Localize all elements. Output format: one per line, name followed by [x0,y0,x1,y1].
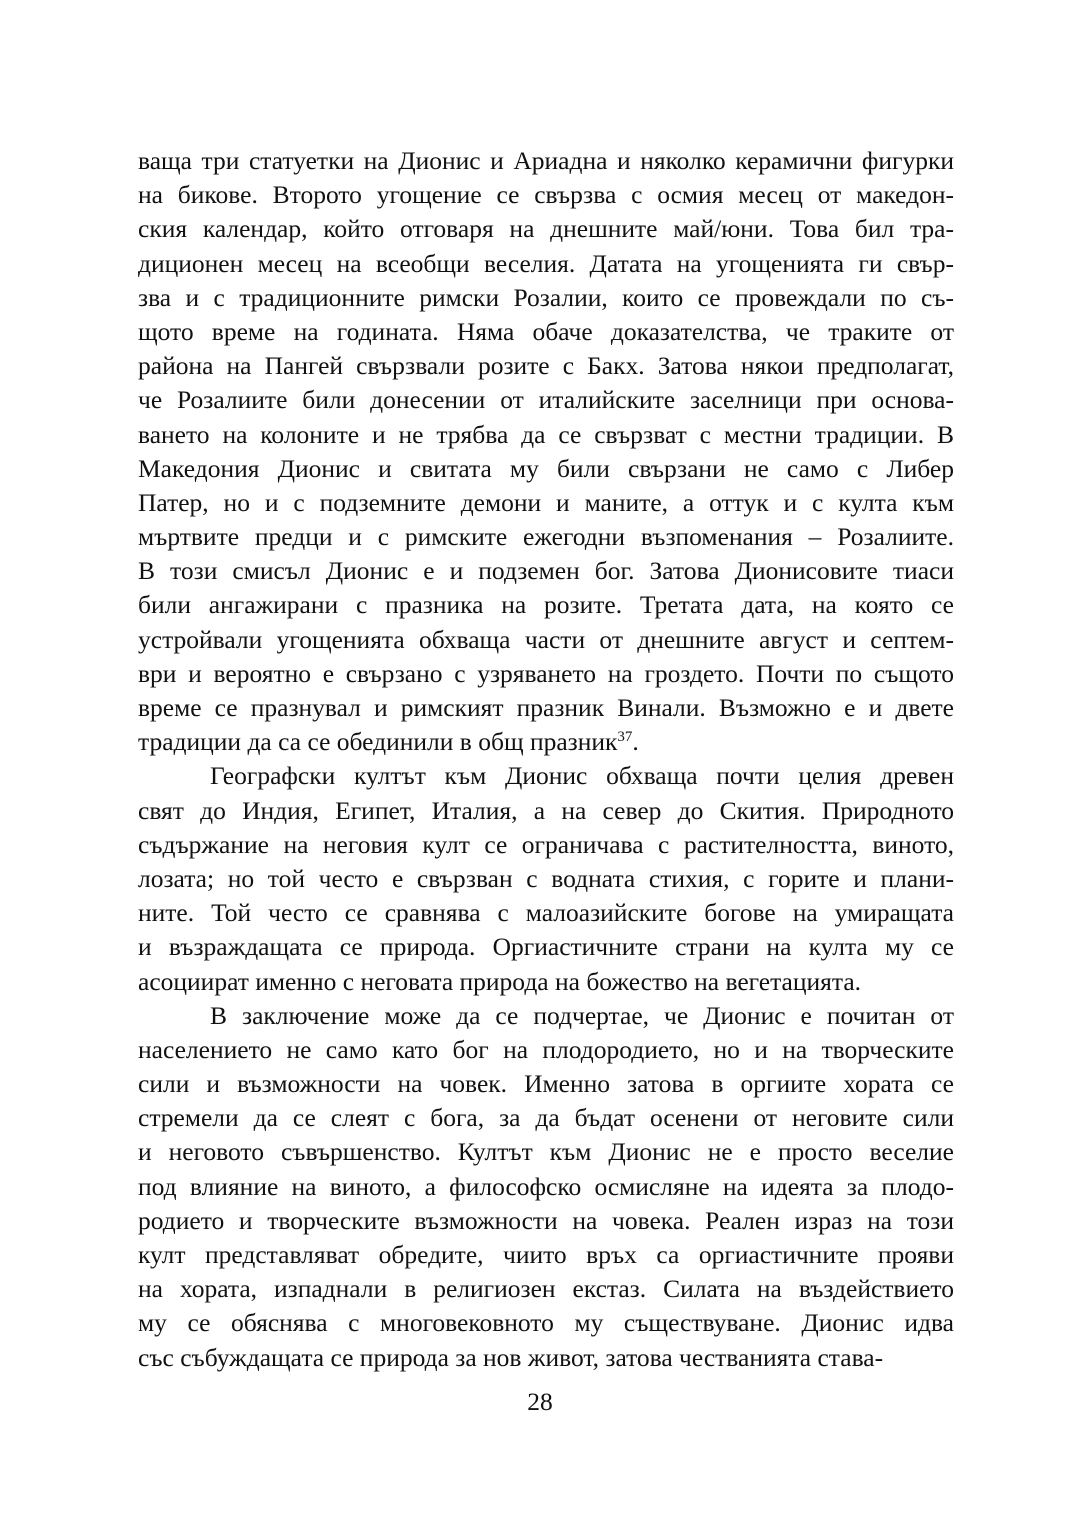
text-line [138,725,954,759]
line-text: стремели да се слеят с бога, за да бъдат осенени от неговите сили [138,1103,954,1133]
text-line [138,588,954,622]
line-text: със събуждащата се природа за нов живот, затова честванията става- [138,1342,884,1372]
text-line [138,383,954,417]
line-text: В този смисъл Дионис е и подземен бог. Затова Дионисовите тиаси [138,556,954,586]
line-text: съдържание на неговия култ се ограничава с растителността, виното, [138,829,954,859]
line-text: ския календар, който отговаря на днешните май/юни. Това бил тра- [138,214,954,244]
text-line [138,418,954,452]
line-text: ните. Той често се сравнява с малоазийските богове на умиращата [138,898,954,928]
line-text: лозата; но той често е свързван с водната стихия, с горите и плани- [138,863,954,893]
text-line [138,896,954,930]
line-text: Македония Дионис и свитата му били свързани не само с Либер [138,453,954,483]
page-number: 28 [527,1387,553,1416]
text-line [138,1101,954,1135]
text-line [138,828,954,862]
body-text [138,144,954,1375]
line-text: асоциират именно с неговата природа на божество на вегетацията. [138,966,862,996]
trailing-punctuation: . [632,727,639,757]
line-text: време се празнувал и римският празник Винали. Възможно е и двете [138,693,954,722]
line-text: устройвали угощенията обхваща части от днешните август и септем- [138,624,954,654]
text-line [138,862,954,896]
line-text: зва и с традиционните римски Розалии, които се провеждали по съ- [138,282,954,312]
text-line [138,759,954,793]
text-line [138,1033,954,1067]
text-line [138,452,954,486]
text-line [138,965,954,999]
text-line [138,1170,954,1204]
text-line [138,930,954,964]
text-line [138,1204,954,1238]
line-text: и неговото съвършенство. Култът към Дионис не е просто веселие [138,1137,954,1167]
text-line [138,349,954,383]
line-text: свят до Индия, Египет, Италия, а на север до Скития. Природното [138,795,954,825]
footnote-reference[interactable]: 37 [617,729,633,746]
line-text: диционен месец на всеобщи веселия. Датата на угощенията ги свър- [138,248,954,278]
line-text: ването на колоните и не трябва да се свързват с местни традиции. В [138,419,954,449]
line-text: на бикове. Второто угощение се свързва с осмия месец от македон- [138,180,954,210]
paragraph-p2 [138,759,954,998]
text-line [138,554,954,588]
text-line [138,1067,954,1101]
text-line [138,691,954,725]
text-line [138,794,954,828]
text-line [138,1238,954,1272]
text-line [138,1306,954,1340]
text-line [138,144,954,178]
line-text: ври и вероятно е свързано с узряването на гроздето. Почти по същото [138,658,954,688]
line-text: традиции да са се обединили в общ празник [138,727,618,757]
text-line [138,1341,954,1375]
line-text: Географски култът към Дионис обхваща почти целия древен [210,761,954,791]
text-line [138,212,954,246]
text-line [138,1272,954,1306]
text-line [138,1135,954,1169]
line-text: му се обяснява с многовековното му съществуване. Дионис идва [138,1308,954,1338]
paragraph-p3 [138,999,954,1375]
line-text: Патер, но и с подземните демони и маните, а оттук и с култа към [138,487,954,517]
text-line [138,315,954,349]
line-text: мъртвите предци и с римските ежегодни възпоменания – Розалиите. [138,522,954,552]
text-line [138,657,954,691]
line-text: ваща три статуетки на Дионис и Ариадна и няколко керамични фигурки [138,146,954,175]
text-line [138,623,954,657]
line-text: били ангажирани с празника на розите. Третата дата, на която се [138,590,954,620]
text-line [138,178,954,212]
line-text: култ представляват обредите, чиито връх са оргиастичните прояви [138,1240,954,1269]
line-text: щото време на годината. Няма обаче доказателства, че траките от [138,316,954,346]
text-line [138,247,954,281]
text-line [138,999,954,1033]
line-text: и възраждащата се природа. Оргиастичните страни на култа му се [138,932,954,962]
line-text: района на Пангей свързвали розите с Бакх. Затова някои предполагат, [138,351,954,381]
text-line [138,486,954,520]
line-text: на хората, изпаднали в религиозен екстаз. Силата на въздействието [138,1274,954,1304]
line-text: под влияние на виното, а философско осмисляне на идеята за плодо- [138,1171,954,1201]
text-line [138,520,954,554]
paragraph-p1 [138,144,954,759]
text-line [138,281,954,315]
line-text: родието и творческите възможности на човека. Реален израз на този [138,1205,954,1235]
line-text: че Розалиите били донесении от италийските заселници при основа- [138,385,954,415]
line-text: населението не само като бог на плодородието, но и на творческите [138,1034,954,1064]
line-text: сили и възможности на човек. Именно затова в оргиите хората се [138,1069,954,1099]
line-text: В заключение може да се подчертае, че Дионис е почитан от [210,1000,954,1030]
